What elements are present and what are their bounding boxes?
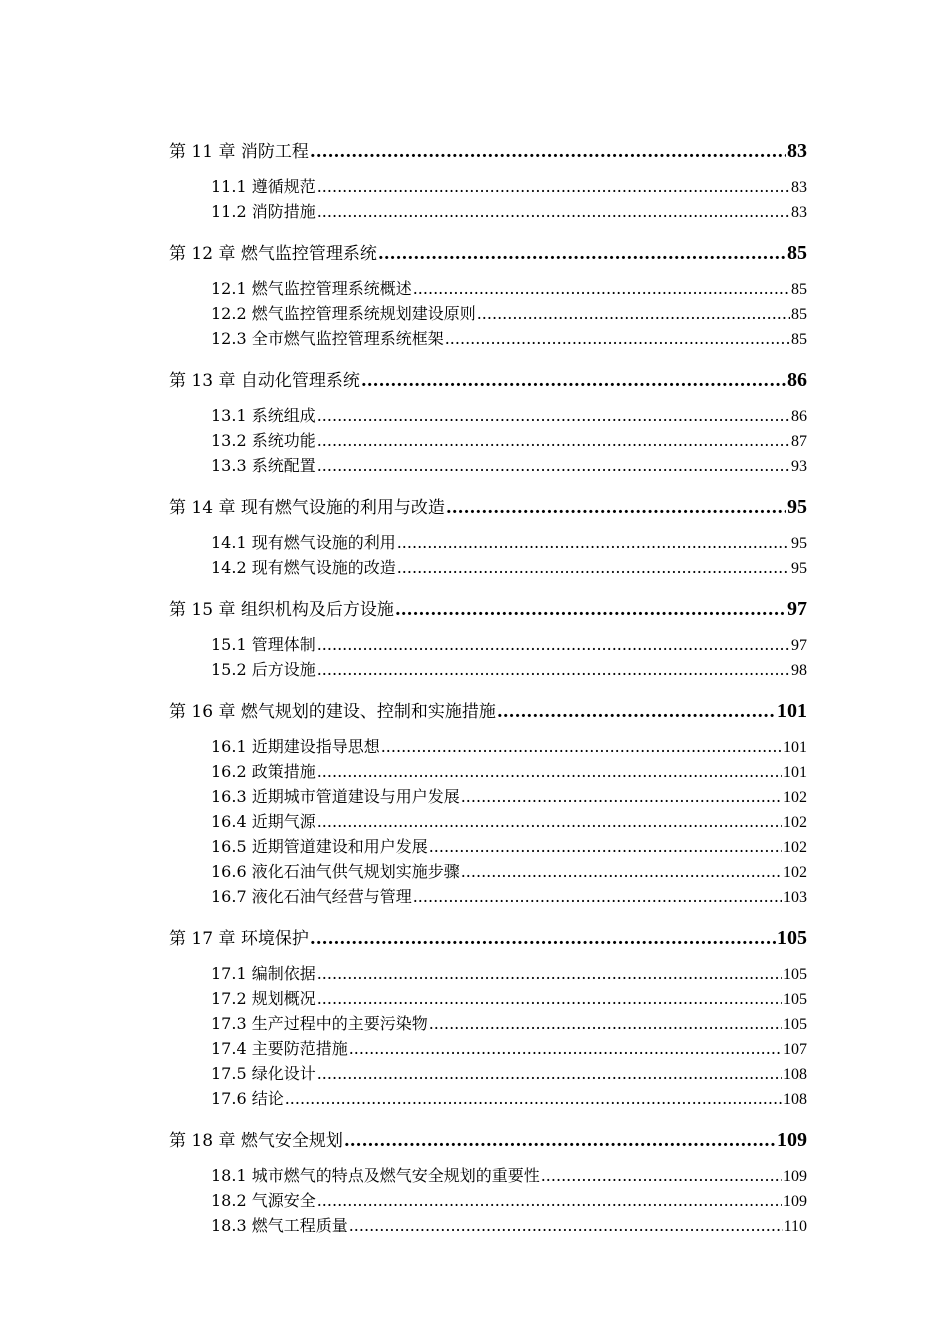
toc-section-title: 16.3 近期城市管道建设与用户发展 [211, 787, 460, 806]
toc-section-entry[interactable] [169, 632, 807, 657]
toc-section-entry[interactable] [169, 657, 807, 682]
toc-section-entry[interactable] [169, 453, 807, 478]
toc-section-title: 17.3 生产过程中的主要污染物 [211, 1014, 428, 1033]
toc-section-title: 17.5 绿化设计 [211, 1064, 316, 1083]
toc-section-entry[interactable] [169, 834, 807, 859]
toc-dot-leader [361, 366, 786, 396]
toc-section-title: 17.4 主要防范措施 [211, 1039, 348, 1058]
toc-chapter-entry[interactable] [169, 1125, 807, 1155]
toc-dot-leader [317, 453, 790, 478]
toc-dot-leader [541, 1163, 782, 1188]
toc-section-title: 17.6 结论 [211, 1089, 284, 1108]
toc-section-page: 102 [783, 789, 807, 806]
toc-dot-leader [317, 403, 790, 428]
toc-dot-leader [381, 734, 782, 759]
toc-dot-leader [461, 859, 782, 884]
toc-dot-leader [317, 428, 790, 453]
toc-dot-leader [461, 784, 782, 809]
toc-chapter [169, 365, 807, 478]
toc-section-title: 16.4 近期气源 [211, 812, 316, 831]
toc-section-page: 107 [783, 1041, 807, 1058]
toc-section-entry[interactable] [169, 1061, 807, 1086]
toc-chapter-entry[interactable] [169, 365, 807, 395]
toc-dot-leader [317, 632, 790, 657]
toc-dot-leader [317, 986, 782, 1011]
toc-section-page: 83 [791, 179, 807, 196]
toc-section-entry[interactable] [169, 784, 807, 809]
toc-dot-leader [317, 657, 790, 682]
toc-chapter [169, 492, 807, 580]
toc-chapter [169, 1125, 807, 1238]
toc-section-page: 102 [783, 814, 807, 831]
toc-dot-leader [317, 961, 782, 986]
toc-dot-leader [413, 276, 790, 301]
toc-chapter-title: 第 17 章 环境保护 [169, 929, 309, 949]
toc-section-page: 86 [791, 408, 807, 425]
toc-chapter-page: 85 [787, 242, 807, 264]
toc-section-page: 85 [791, 331, 807, 348]
toc-section-title: 14.2 现有燃气设施的改造 [211, 558, 396, 577]
toc-section-entry[interactable] [169, 276, 807, 301]
toc-section-list [169, 174, 807, 224]
toc-section-title: 14.1 现有燃气设施的利用 [211, 533, 396, 552]
toc-chapter-title: 第 14 章 现有燃气设施的利用与改造 [169, 498, 445, 518]
toc-section-title: 18.3 燃气工程质量 [211, 1216, 348, 1235]
toc-chapter-entry[interactable] [169, 238, 807, 268]
toc-chapter-title: 第 16 章 燃气规划的建设、控制和实施措施 [169, 702, 496, 722]
toc-section-title: 16.5 近期管道建设和用户发展 [211, 837, 428, 856]
toc-section-page: 83 [791, 204, 807, 221]
toc-section-entry[interactable] [169, 1163, 807, 1188]
toc-section-page: 101 [783, 739, 807, 756]
toc-dot-leader [285, 1086, 782, 1111]
toc-section-title: 16.1 近期建设指导思想 [211, 737, 380, 756]
toc-section-entry[interactable] [169, 530, 807, 555]
toc-section-entry[interactable] [169, 859, 807, 884]
toc-dot-leader [317, 1188, 782, 1213]
toc-dot-leader [317, 1061, 782, 1086]
toc-dot-leader [429, 1011, 782, 1036]
toc-dot-leader [317, 174, 790, 199]
toc-dot-leader [317, 199, 790, 224]
toc-dot-leader [310, 924, 776, 954]
toc-section-list [169, 530, 807, 580]
toc-section-page: 108 [783, 1066, 807, 1083]
toc-section-page: 103 [783, 889, 807, 906]
toc-section-title: 13.2 系统功能 [211, 431, 316, 450]
toc-dot-leader [497, 697, 776, 727]
toc-dot-leader [413, 884, 782, 909]
toc-section-list [169, 961, 807, 1111]
toc-chapter-page: 101 [777, 700, 807, 722]
toc-section-title: 16.6 液化石油气供气规划实施步骤 [211, 862, 460, 881]
toc-dot-leader [446, 493, 786, 523]
toc-section-title: 17.1 编制依据 [211, 964, 316, 983]
toc-section-page: 105 [783, 991, 807, 1008]
toc-chapter [169, 594, 807, 682]
toc-section-entry[interactable] [169, 428, 807, 453]
toc-section-title: 12.3 全市燃气监控管理系统框架 [211, 329, 444, 348]
toc-section-list [169, 403, 807, 478]
toc-dot-leader [378, 239, 786, 269]
toc-chapter-page: 105 [777, 927, 807, 949]
toc-section-entry[interactable] [169, 1011, 807, 1036]
toc-section-page: 102 [783, 839, 807, 856]
toc-chapter-entry[interactable] [169, 136, 807, 166]
toc-dot-leader [317, 759, 782, 784]
toc-dot-leader [344, 1126, 776, 1156]
toc-chapter-title: 第 11 章 消防工程 [169, 142, 309, 162]
toc-section-title: 16.2 政策措施 [211, 762, 316, 781]
toc-section-title: 15.1 管理体制 [211, 635, 316, 654]
toc-section-page: 109 [783, 1193, 807, 1210]
toc-dot-leader [397, 555, 790, 580]
toc-dot-leader [317, 809, 782, 834]
toc-section-entry[interactable] [169, 1213, 807, 1238]
toc-section-page: 95 [791, 535, 807, 552]
toc-dot-leader [477, 301, 790, 326]
toc-section-page: 109 [783, 1168, 807, 1185]
toc-chapter-page: 109 [777, 1129, 807, 1151]
toc-section-entry[interactable] [169, 884, 807, 909]
toc-section-page: 97 [791, 637, 807, 654]
toc-section-title: 12.2 燃气监控管理系统规划建设原则 [211, 304, 476, 323]
toc-dot-leader [445, 326, 790, 351]
toc-section-entry[interactable] [169, 1188, 807, 1213]
toc-section-title: 11.1 遵循规范 [211, 177, 316, 196]
toc-section-entry[interactable] [169, 809, 807, 834]
toc-section-page: 98 [791, 662, 807, 679]
toc-section-title: 15.2 后方设施 [211, 660, 316, 679]
toc-section-page: 105 [783, 1016, 807, 1033]
toc-dot-leader [310, 137, 786, 167]
toc-dot-leader [349, 1213, 783, 1238]
toc-chapter-entry[interactable] [169, 923, 807, 953]
toc-section-entry[interactable] [169, 986, 807, 1011]
toc-section-page: 101 [783, 764, 807, 781]
toc-section-page: 87 [791, 433, 807, 450]
toc-section-title: 13.1 系统组成 [211, 406, 316, 425]
toc-dot-leader [395, 595, 786, 625]
toc-section-title: 16.7 液化石油气经营与管理 [211, 887, 412, 906]
table-of-contents [169, 136, 807, 1238]
toc-section-page: 93 [791, 458, 807, 475]
toc-section-list [169, 632, 807, 682]
toc-chapter-page: 97 [787, 598, 807, 620]
toc-section-page: 85 [791, 281, 807, 298]
toc-section-title: 18.1 城市燃气的特点及燃气安全规划的重要性 [211, 1166, 540, 1185]
toc-chapter-entry[interactable] [169, 594, 807, 624]
toc-chapter-page: 86 [787, 369, 807, 391]
toc-chapter-page: 83 [787, 140, 807, 162]
toc-section-entry[interactable] [169, 1036, 807, 1061]
toc-dot-leader [349, 1036, 782, 1061]
toc-section-page: 110 [783, 1218, 807, 1235]
toc-chapter [169, 238, 807, 351]
toc-section-entry[interactable] [169, 555, 807, 580]
toc-section-list [169, 734, 807, 909]
toc-section-entry[interactable] [169, 759, 807, 784]
toc-chapter-entry[interactable] [169, 492, 807, 522]
toc-section-entry[interactable] [169, 734, 807, 759]
toc-section-page: 95 [791, 560, 807, 577]
toc-dot-leader [429, 834, 782, 859]
toc-section-page: 85 [791, 306, 807, 323]
toc-section-page: 108 [783, 1091, 807, 1108]
toc-section-entry[interactable] [169, 326, 807, 351]
toc-section-entry[interactable] [169, 301, 807, 326]
toc-chapter [169, 136, 807, 224]
toc-dot-leader [397, 530, 790, 555]
toc-section-title: 11.2 消防措施 [211, 202, 316, 221]
toc-section-list [169, 276, 807, 351]
toc-section-entry[interactable] [169, 961, 807, 986]
toc-section-entry[interactable] [169, 174, 807, 199]
toc-chapter-title: 第 12 章 燃气监控管理系统 [169, 244, 377, 264]
toc-section-entry[interactable] [169, 199, 807, 224]
toc-chapter-entry[interactable] [169, 696, 807, 726]
toc-section-list [169, 1163, 807, 1238]
toc-chapter-page: 95 [787, 496, 807, 518]
toc-section-entry[interactable] [169, 403, 807, 428]
toc-chapter-title: 第 13 章 自动化管理系统 [169, 371, 360, 391]
toc-chapter-title: 第 18 章 燃气安全规划 [169, 1131, 343, 1151]
toc-section-entry[interactable] [169, 1086, 807, 1111]
toc-chapter-title: 第 15 章 组织机构及后方设施 [169, 600, 394, 620]
toc-chapter [169, 696, 807, 909]
toc-section-title: 12.1 燃气监控管理系统概述 [211, 279, 412, 298]
toc-section-title: 18.2 气源安全 [211, 1191, 316, 1210]
toc-chapter [169, 923, 807, 1111]
toc-section-title: 13.3 系统配置 [211, 456, 316, 475]
toc-section-page: 105 [783, 966, 807, 983]
toc-section-page: 102 [783, 864, 807, 881]
toc-section-title: 17.2 规划概况 [211, 989, 316, 1008]
